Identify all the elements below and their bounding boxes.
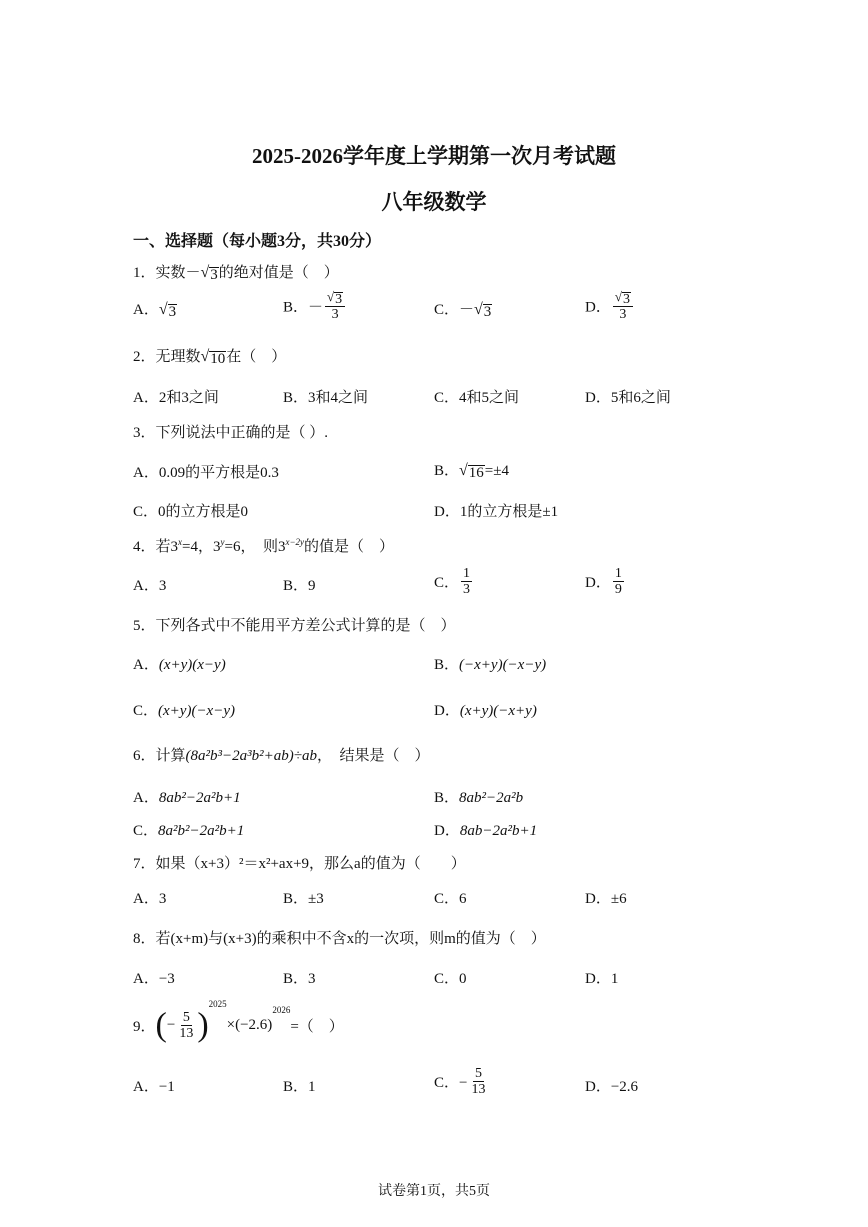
q8-option-a: A．−3: [133, 971, 175, 987]
q1-option-d: D． √ 3 3: [585, 290, 635, 322]
q9-option-c: C．− $\frac{5}{13}$: [434, 1066, 486, 1097]
q1-option-a: A． √ 3: [133, 300, 177, 320]
q3-option-d: D．1的立方根是±1: [434, 504, 559, 520]
q7-option-c: C．6: [434, 891, 467, 907]
q5-option-d: D．(x+y)(−x+y): [434, 703, 537, 719]
question-6-stem: 6．计算(8a²b³−2a³b²+ab)÷ab， 结果是（ ）: [133, 748, 430, 764]
q2-option-b: B．3和4之间: [283, 390, 369, 406]
question-8-stem: 8．若(x+m)与(x+3)的乘积中不含x的一次项，则m的值为（ ）: [133, 931, 546, 947]
q8-option-d: D．1: [585, 971, 619, 987]
q8-option-b: B．3: [283, 971, 316, 987]
q7-option-d: D．±6: [585, 891, 627, 907]
exam-title: 2025-2026学年度上学期第一次月考试题: [252, 144, 616, 168]
q4-option-b: B．9: [283, 578, 316, 594]
sqrt-expr: √ 3: [200, 263, 218, 283]
question-4-stem: 4．若$3^x=4$，$3^y=6$， 则$3^{x-2y}$的值是（ ）: [133, 537, 395, 555]
q4-option-c: C． $\frac{1}{3}$: [434, 566, 471, 597]
q9-option-d: D．−2.6: [585, 1079, 639, 1095]
q4-option-d: D． $\frac{1}{9}$: [585, 566, 622, 597]
q3-option-a: A．0.09的平方根是0.3: [133, 465, 279, 481]
q6-option-c: C．8a²b²−2a²b+1: [133, 823, 245, 839]
q8-option-c: C．0: [434, 971, 467, 987]
q7-option-a: A．3: [133, 891, 167, 907]
q5-option-a: A．(x+y)(x−y): [133, 657, 226, 673]
q6-option-b: B．8ab²−2a²b: [434, 790, 524, 806]
q9-option-b: B．1: [283, 1079, 316, 1095]
question-1-stem: 1．实数－ √ 3 的绝对值是（ ）: [133, 263, 339, 283]
exam-subtitle: 八年级数学: [381, 190, 487, 214]
q7-option-b: B．±3: [283, 891, 324, 907]
question-7-stem: 7．如果（x+3）²＝x²+ax+9，那么a的值为（ ）: [133, 856, 466, 872]
q6-option-a: A．8ab²−2a²b+1: [133, 790, 241, 806]
q1-option-b: B．－ √ 3 3: [283, 290, 347, 322]
q1-option-c: C．－ √ 3: [434, 300, 492, 320]
q2-option-d: D．5和6之间: [585, 390, 671, 406]
page-footer: 试卷第1页，共5页: [378, 1184, 490, 1199]
question-3-stem: 3．下列说法中正确的是（ ）.: [133, 425, 329, 441]
q5-option-c: C．(x+y)(−x−y): [133, 703, 235, 719]
question-2-stem: 2．无理数 √ 10 在（ ）: [133, 347, 287, 367]
question-5-stem: 5．下列各式中不能用平方差公式计算的是（ ）: [133, 618, 456, 634]
section-heading: 一、选择题（每小题3分，共30分）: [133, 233, 382, 250]
q3-option-c: C．0的立方根是0: [133, 504, 249, 520]
q3-option-b: B． √ 16 =±4: [434, 461, 509, 481]
q4-option-a: A．3: [133, 578, 167, 594]
question-9-stem: 9．(− $\frac{5}{13}$ )$^{2025}\times(-2.6)^{2026}=$（ ）: [133, 999, 344, 1044]
q5-option-b: B．(−x+y)(−x−y): [434, 657, 547, 673]
q2-option-a: A．2和3之间: [133, 390, 219, 406]
q6-option-d: D．8ab−2a²b+1: [434, 823, 538, 839]
q9-option-a: A．−1: [133, 1079, 175, 1095]
q2-option-c: C．4和5之间: [434, 390, 520, 406]
